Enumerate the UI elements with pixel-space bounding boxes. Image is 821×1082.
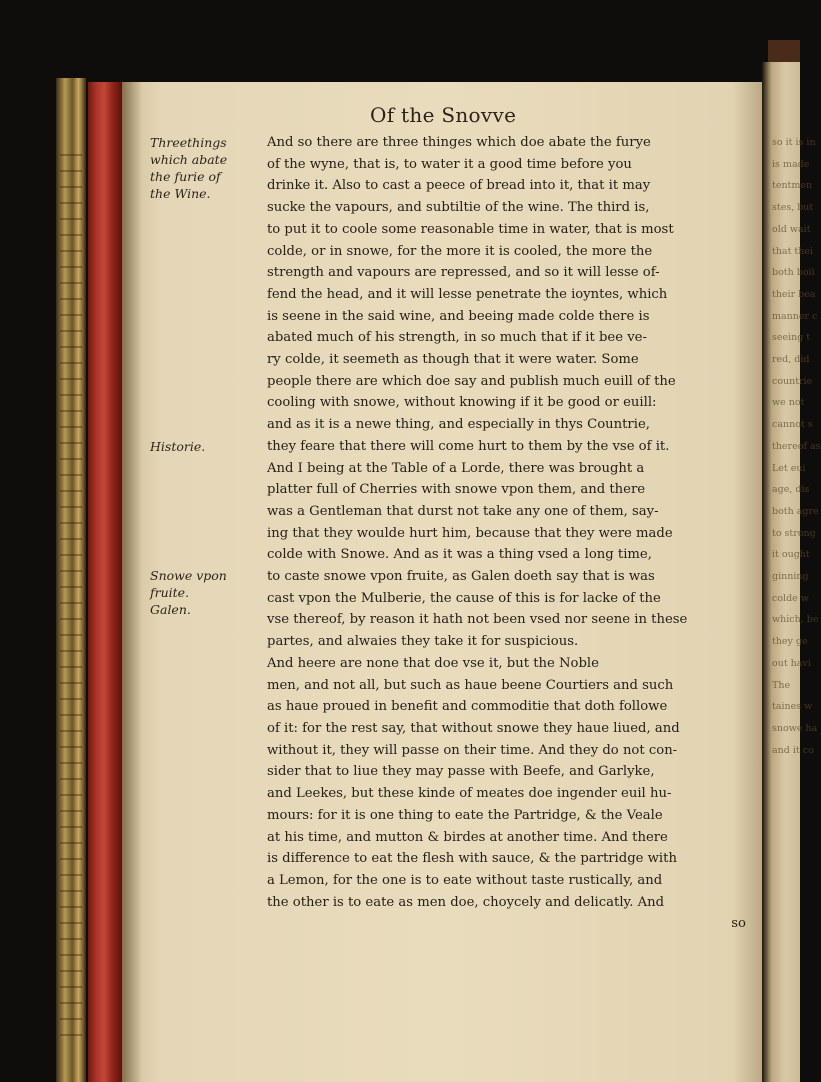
margin-note-line: fruite. [150,585,190,600]
text-line: without it, they will passe on their time. And they do not con- [267,742,678,758]
facing-page-fragment: The [772,679,791,691]
text-line: ry colde, it seemeth as though that it were water. Some [267,352,639,368]
text-line: drinke it. Also to cast a peece of bread into it, that it may [267,178,651,194]
text-line: people there are which doe say and publish much euill of the [267,373,676,389]
text-line: mours: for it is one thing to eate the Partridge, & the Veale [267,807,663,823]
margin-note-line: Galen. [150,602,191,617]
text-line: colde with Snowe. And as it was a thing vsed a long time, [267,547,652,563]
facing-page-fragment: Let eui [772,462,806,474]
margin-note-line: the Wine. [150,186,211,201]
facing-page-fragment: out havi [772,657,811,669]
facing-page-fragment: countrie [772,375,813,387]
facing-page-fragment: both boil [772,267,815,279]
text-line: strength and vapours are repressed, and so it will lesse of- [267,265,660,281]
text-line: to caste snowe vpon fruite, as Galen doeth say that is was [267,569,655,585]
facing-page-fragment: it ought [772,549,810,561]
facing-page-fragment: tentmen [772,180,813,192]
text-line: is difference to eat the flesh with sauce, & the partridge with [267,851,677,867]
margin-note-three-things [150,134,270,202]
text-line: partes, and alwaies they take it for suspicious. [267,634,579,650]
facing-page-fragment: thereof as [772,440,821,452]
margin-note-line: Threethings [150,135,227,150]
body-text [267,132,752,935]
text-line: men, and not all, but such as haue beene Courtiers and such [267,677,674,693]
facing-page-fragment: colde w [772,592,809,604]
facing-page-fragment: is made [772,158,810,170]
text-line: cast vpon the Mulberie, the cause of this is for lacke of the [267,590,661,606]
catchword: so [731,916,746,932]
text-line: as haue proued in benefit and commoditie that doth followe [267,699,668,715]
margin-note-line: which abate [150,152,228,167]
text-line: And I being at the Table of a Lorde, there was brought a [267,460,645,476]
facing-page-fragment: which, be [772,614,819,626]
facing-page-fragment: so it is in [772,137,816,148]
margin-note-snowe-vpon-fruite [150,567,270,618]
running-head: Of the Snovve [370,103,517,127]
text-line: And heere are none that doe vse it, but the Noble [267,655,599,671]
text-line: at his time, and mutton & birdes at another time. And there [267,829,668,845]
margin-note-line: the furie of [150,169,221,184]
facing-page-fragment: stes, but [772,202,814,214]
red-page-edge [88,82,124,1082]
facing-page-fragment: manner c [772,310,818,322]
facing-page-fragment: to strong [772,527,816,539]
text-line: is seene in the said wine, and beeing made colde there is [267,308,650,324]
text-line: And so there are three thinges which doe abate the furye [267,135,651,150]
facing-page-fragment: that thei [772,245,814,257]
text-line: and as it is a newe thing, and especially in thys Countrie, [267,417,650,433]
facing-page-fragment: they ge [772,636,808,648]
text-line: of it: for the rest say, that without snowe they haue liued, and [267,720,680,736]
facing-page-fragment: cannot s [772,419,813,431]
margin-note-historie [150,438,270,455]
text-line: colde, or in snowe, for the more it is cooled, the more the [267,243,653,259]
text-line: was a Gentleman that durst not take any one of them, say- [267,503,659,519]
text-line: sider that to liue they may passe with Beefe, and Garlyke, [267,764,655,780]
facing-page-fragment: seeing t [772,332,811,344]
text-line: a Lemon, for the one is to eate without taste rustically, and [267,872,663,888]
facing-page-fragment: ginning [772,571,809,583]
text-line: and Leekes, but these kinde of meates doe ingender euil hu- [267,786,672,802]
text-line: cooling with snowe, without knowing if it be good or euill: [267,395,657,411]
facing-page-fragment: and it co [772,744,814,756]
facing-page-fragment: we not [772,397,805,409]
text-line: the other is to eate as men doe, choycely and delicatly. And [267,894,665,910]
text-line: to put it to coole some reasonable time in water, that is most [267,221,674,237]
text-line: of the wyne, that is, to water it a good time before you [267,156,632,172]
margin-note-line: Snowe vpon [150,568,227,583]
facing-page-fragment: taines w [772,701,813,713]
facing-page-fragment: their bea [772,288,816,300]
text-line: ing that they woulde hurt him, because that they were made [267,525,673,541]
facing-page-text [772,132,821,756]
text-line: abated much of his strength, in so much that if it bee ve- [267,330,647,346]
facing-page-fragment: old wait [772,223,811,235]
facing-page-fragment: both agre [772,505,819,517]
facing-page-fragment: age, dis [772,484,810,496]
facing-page-fragment: red, did [772,354,810,366]
text-line: they feare that there will come hurt to them by the vse of it. [267,438,670,454]
text-line: platter full of Cherries with snowe vpon them, and there [267,482,646,498]
facing-page-fragment: snowe ha [772,722,818,734]
text-line: fend the head, and it will lesse penetrate the ioyntes, which [267,286,668,302]
text-line: vse thereof, by reason it hath not been vsed nor seene in these [267,612,688,628]
spine-texture [60,140,82,1040]
margin-note-line: Historie. [150,439,206,454]
text-line: sucke the vapours, and subtiltie of the wine. The third is, [267,200,650,216]
gutter-shadow [122,82,142,1082]
